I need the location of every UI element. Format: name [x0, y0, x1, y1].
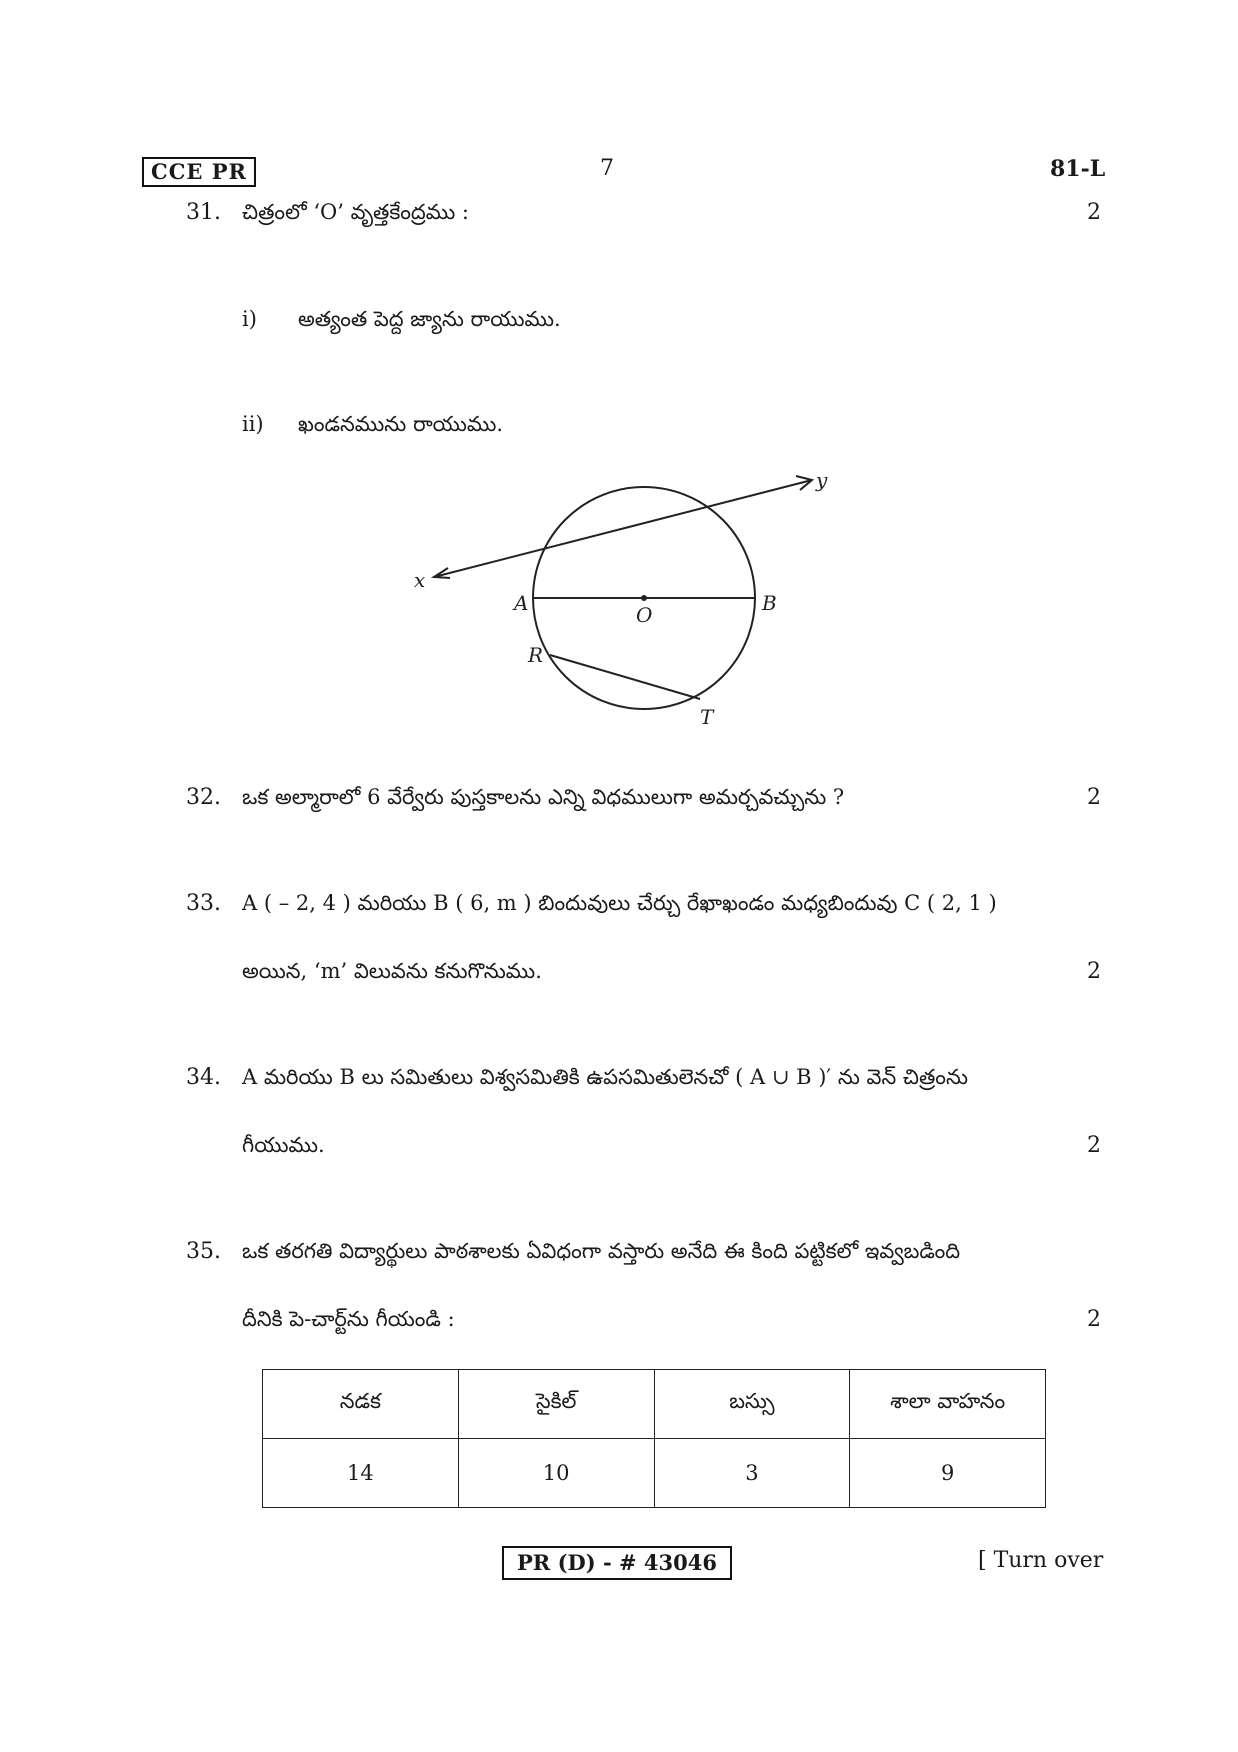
- table-cell: 14: [263, 1439, 459, 1508]
- paper-code: 81-L: [1050, 156, 1106, 182]
- question-31-text: చిత్రంలో ‘O’ వృత్తకేంద్రము :: [242, 200, 469, 224]
- subpart-i-label: i): [242, 307, 257, 331]
- table-header-row: [263, 1370, 1046, 1439]
- secant-line: [434, 480, 812, 577]
- table-header-cell: శాలా వాహనం: [850, 1370, 1046, 1439]
- subpart-ii-text: ఖండనమును రాయుము.: [298, 412, 504, 436]
- subpart-i-text: అత్యంత పెద్ద జ్యాను రాయుము.: [298, 307, 561, 331]
- question-33-marks: 2: [1087, 959, 1101, 984]
- table-header-cell: సైకిల్: [458, 1370, 654, 1439]
- question-34-line2: గీయుము.: [242, 1133, 325, 1157]
- center-point: [641, 595, 647, 601]
- subpart-ii-label: ii): [242, 412, 264, 436]
- question-33-line1: A ( – 2, 4 ) మరియు B ( 6, m ) బిందువులు చేర్చు రేఖాఖండం మధ్యబిందువు C ( 2, 1 ): [242, 891, 997, 915]
- table-header-cell: నడక: [263, 1370, 459, 1439]
- question-32-number: 32.: [186, 785, 221, 810]
- question-35-line2: దీనికి పె-చార్ట్‌ను గీయండి :: [242, 1307, 455, 1331]
- circle-figure: [400, 460, 860, 730]
- footer-code: PR (D) - # 43046: [502, 1546, 732, 1580]
- question-33-number: 33.: [186, 891, 221, 916]
- question-35-marks: 2: [1087, 1307, 1101, 1332]
- question-35-number: 35.: [186, 1239, 221, 1264]
- table-header-cell: బస్సు: [654, 1370, 850, 1439]
- transport-table: [262, 1369, 1046, 1508]
- label-x: x: [414, 568, 426, 592]
- table-cell: 3: [654, 1439, 850, 1508]
- question-31-marks: 2: [1087, 200, 1101, 225]
- question-34-marks: 2: [1087, 1133, 1101, 1158]
- label-a: A: [514, 591, 529, 615]
- question-32-marks: 2: [1087, 785, 1101, 810]
- label-t: T: [700, 705, 714, 729]
- turn-over-note: [ Turn over: [978, 1548, 1104, 1573]
- table-cell: 9: [850, 1439, 1046, 1508]
- question-35-line1: ఒక తరగతి విద్యార్థులు పాఠశాలకు ఏవిధంగా వస్తారు అనేది ఈ కింది పట్టికలో ఇవ్వబడింది: [242, 1239, 961, 1263]
- question-32-text: ఒక అల్మారాలో 6 వేర్వేరు పుస్తకాలను ఎన్ని విధములుగా అమర్చవచ్చును ?: [242, 785, 845, 809]
- label-y: y: [816, 468, 828, 492]
- label-o: O: [636, 603, 653, 627]
- page-number: 7: [600, 156, 614, 181]
- table-cell: 10: [458, 1439, 654, 1508]
- table-row: [263, 1439, 1046, 1508]
- header-tag: CCE PR: [142, 157, 256, 187]
- chord-rt: [550, 655, 700, 699]
- question-34-number: 34.: [186, 1065, 221, 1090]
- question-34-line1: A మరియు B లు సమితులు విశ్వసమితికి ఉపసమితులెనచో ( A ∪ B )′ ను వెన్ చిత్రంను: [242, 1065, 968, 1089]
- question-31-number: 31.: [186, 200, 221, 225]
- label-b: B: [762, 591, 777, 615]
- label-r: R: [528, 643, 544, 667]
- question-33-line2: అయిన, ‘m’ విలువను కనుగొనుము.: [242, 959, 542, 983]
